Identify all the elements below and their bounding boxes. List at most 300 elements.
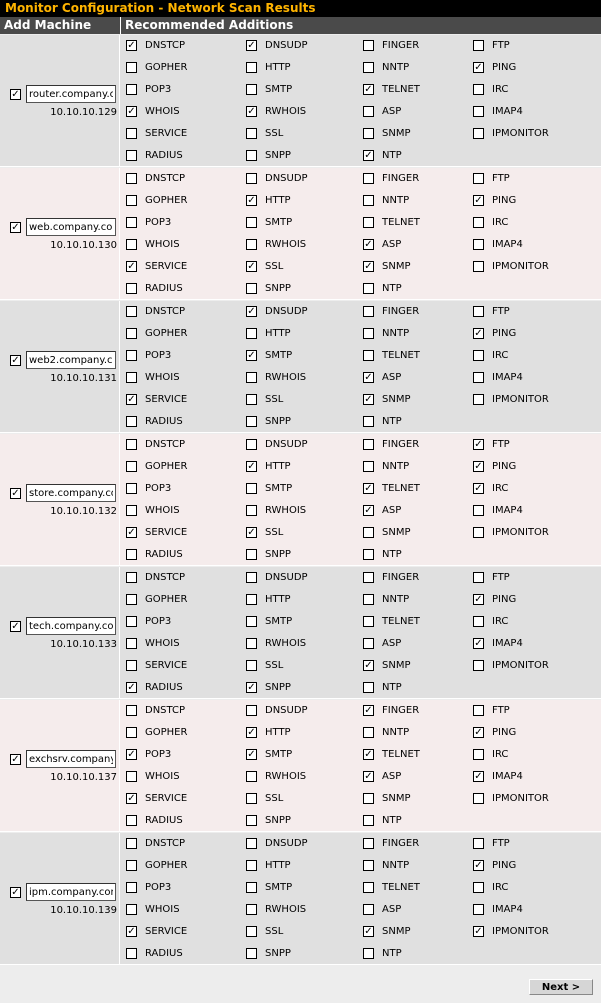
service-label: FINGER — [382, 838, 420, 849]
service-label: HTTP — [265, 195, 291, 206]
service-label: IRC — [492, 749, 509, 760]
machine-row — [0, 833, 601, 965]
machine-cell — [0, 301, 120, 432]
service-checkbox[interactable] — [246, 173, 257, 184]
service-checkbox[interactable] — [126, 217, 137, 228]
service-checkbox[interactable] — [246, 638, 257, 649]
service-label: FTP — [492, 439, 510, 450]
service-label: NNTP — [382, 461, 410, 472]
service-checkbox[interactable] — [363, 771, 374, 782]
service-checkbox[interactable] — [126, 328, 137, 339]
service-checkbox[interactable] — [473, 439, 484, 450]
service-label: RADIUS — [145, 948, 183, 959]
service-label: POP3 — [145, 350, 172, 361]
service-checkbox[interactable] — [126, 239, 137, 250]
service-label: WHOIS — [145, 239, 180, 250]
service-checkbox[interactable] — [246, 594, 257, 605]
machine-row — [0, 301, 601, 433]
service-checkbox[interactable] — [246, 283, 257, 294]
service-checkbox[interactable] — [363, 793, 374, 804]
ip-address: 10.10.10.133 — [50, 639, 117, 650]
service-checkbox[interactable] — [246, 328, 257, 339]
service-checkbox[interactable] — [126, 283, 137, 294]
service-label: FINGER — [382, 572, 420, 583]
service-label: TELNET — [382, 350, 420, 361]
service-checkbox[interactable] — [473, 40, 484, 51]
hostname-input[interactable] — [26, 484, 116, 502]
machine-row — [0, 434, 601, 566]
service-checkbox[interactable] — [246, 261, 257, 272]
hostname-input[interactable] — [26, 883, 116, 901]
service-label: GOPHER — [145, 62, 188, 73]
service-checkbox[interactable] — [126, 483, 137, 494]
service-label: SSL — [265, 128, 284, 139]
service-checkbox[interactable] — [246, 505, 257, 516]
service-checkbox[interactable] — [363, 727, 374, 738]
service-checkbox[interactable] — [126, 372, 137, 383]
service-checkbox[interactable] — [246, 84, 257, 95]
service-checkbox[interactable] — [126, 904, 137, 915]
service-label: WHOIS — [145, 638, 180, 649]
service-label: HTTP — [265, 860, 291, 871]
service-label: DNSUDP — [265, 439, 308, 450]
service-checkbox[interactable] — [473, 749, 484, 760]
hostname-input[interactable] — [26, 218, 116, 236]
service-checkbox[interactable] — [363, 926, 374, 937]
service-label: POP3 — [145, 217, 172, 228]
service-label: IPMONITOR — [492, 128, 549, 139]
service-checkbox[interactable] — [246, 549, 257, 560]
service-checkbox[interactable] — [126, 616, 137, 627]
service-label: FTP — [492, 306, 510, 317]
service-label: IRC — [492, 217, 509, 228]
service-checkbox[interactable] — [363, 638, 374, 649]
service-checkbox[interactable] — [363, 350, 374, 361]
service-checkbox[interactable] — [473, 860, 484, 871]
service-label: IRC — [492, 483, 509, 494]
ip-address: 10.10.10.139 — [50, 905, 117, 916]
service-checkbox[interactable] — [126, 838, 137, 849]
service-label: IPMONITOR — [492, 394, 549, 405]
service-checkbox[interactable] — [126, 350, 137, 361]
service-checkbox[interactable] — [246, 815, 257, 826]
service-checkbox[interactable] — [126, 62, 137, 73]
service-checkbox[interactable] — [246, 416, 257, 427]
service-checkbox[interactable] — [363, 394, 374, 405]
service-label: SNMP — [382, 394, 411, 405]
service-label: HTTP — [265, 461, 291, 472]
service-checkbox[interactable] — [246, 40, 257, 51]
service-checkbox[interactable] — [473, 527, 484, 538]
service-label: ASP — [382, 771, 402, 782]
service-label: SNPP — [265, 416, 291, 427]
service-label: SMTP — [265, 749, 293, 760]
service-checkbox[interactable] — [363, 660, 374, 671]
service-checkbox[interactable] — [246, 483, 257, 494]
service-checkbox[interactable] — [126, 261, 137, 272]
service-label: SNMP — [382, 793, 411, 804]
service-label: NNTP — [382, 727, 410, 738]
service-checkbox[interactable] — [126, 416, 137, 427]
service-checkbox[interactable] — [126, 815, 137, 826]
service-checkbox[interactable] — [473, 926, 484, 937]
hostname-input[interactable] — [26, 617, 116, 635]
add-machine-checkbox[interactable] — [10, 355, 21, 366]
service-checkbox[interactable] — [473, 195, 484, 206]
service-checkbox[interactable] — [473, 173, 484, 184]
service-checkbox[interactable] — [363, 40, 374, 51]
service-checkbox[interactable] — [126, 195, 137, 206]
service-checkbox[interactable] — [126, 84, 137, 95]
service-label: DNSUDP — [265, 572, 308, 583]
service-label: RWHOIS — [265, 505, 307, 516]
service-checkbox[interactable] — [473, 239, 484, 250]
service-checkbox[interactable] — [363, 416, 374, 427]
service-label: FTP — [492, 838, 510, 849]
service-checkbox[interactable] — [473, 394, 484, 405]
service-label: IMAP4 — [492, 505, 523, 516]
service-checkbox[interactable] — [126, 749, 137, 760]
service-label: RWHOIS — [265, 106, 307, 117]
service-checkbox[interactable] — [473, 306, 484, 317]
service-checkbox[interactable] — [126, 660, 137, 671]
service-label: WHOIS — [145, 505, 180, 516]
service-label: SSL — [265, 926, 284, 937]
service-checkbox[interactable] — [126, 461, 137, 472]
service-label: IRC — [492, 882, 509, 893]
service-checkbox[interactable] — [363, 838, 374, 849]
service-checkbox[interactable] — [246, 838, 257, 849]
ip-address: 10.10.10.129 — [50, 107, 117, 118]
service-checkbox[interactable] — [363, 815, 374, 826]
service-label: IMAP4 — [492, 904, 523, 915]
service-checkbox[interactable] — [363, 705, 374, 716]
service-checkbox[interactable] — [363, 572, 374, 583]
service-checkbox[interactable] — [126, 128, 137, 139]
service-label: FINGER — [382, 705, 420, 716]
service-label: IPMONITOR — [492, 261, 549, 272]
service-checkbox[interactable] — [126, 106, 137, 117]
service-checkbox[interactable] — [363, 150, 374, 161]
service-label: ASP — [382, 239, 402, 250]
service-label: HTTP — [265, 328, 291, 339]
service-label: FTP — [492, 705, 510, 716]
service-label: SSL — [265, 793, 284, 804]
service-checkbox[interactable] — [246, 860, 257, 871]
service-checkbox[interactable] — [126, 860, 137, 871]
service-checkbox[interactable] — [126, 771, 137, 782]
service-label: GOPHER — [145, 594, 188, 605]
service-checkbox[interactable] — [363, 749, 374, 760]
service-label: SSL — [265, 660, 284, 671]
service-checkbox[interactable] — [126, 439, 137, 450]
service-checkbox[interactable] — [363, 882, 374, 893]
service-checkbox[interactable] — [126, 882, 137, 893]
next-button[interactable]: Next > — [529, 979, 593, 995]
service-label: NNTP — [382, 195, 410, 206]
service-label: SSL — [265, 394, 284, 405]
service-checkbox[interactable] — [246, 106, 257, 117]
service-label: PING — [492, 860, 517, 871]
service-checkbox[interactable] — [473, 793, 484, 804]
service-checkbox[interactable] — [246, 239, 257, 250]
service-checkbox[interactable] — [363, 682, 374, 693]
add-machine-checkbox[interactable] — [10, 621, 21, 632]
service-checkbox[interactable] — [246, 882, 257, 893]
service-checkbox[interactable] — [126, 682, 137, 693]
service-label: IMAP4 — [492, 106, 523, 117]
service-checkbox[interactable] — [126, 505, 137, 516]
service-label: SNMP — [382, 128, 411, 139]
service-label: ASP — [382, 372, 402, 383]
service-label: RADIUS — [145, 815, 183, 826]
service-checkbox[interactable] — [473, 128, 484, 139]
service-checkbox[interactable] — [126, 173, 137, 184]
service-checkbox[interactable] — [246, 439, 257, 450]
service-checkbox[interactable] — [363, 283, 374, 294]
service-checkbox[interactable] — [363, 62, 374, 73]
service-label: NTP — [382, 682, 402, 693]
service-checkbox[interactable] — [246, 705, 257, 716]
service-checkbox[interactable] — [246, 350, 257, 361]
service-label: WHOIS — [145, 771, 180, 782]
service-checkbox[interactable] — [473, 62, 484, 73]
service-checkbox[interactable] — [363, 173, 374, 184]
service-checkbox[interactable] — [246, 195, 257, 206]
service-checkbox[interactable] — [363, 616, 374, 627]
service-checkbox[interactable] — [363, 860, 374, 871]
service-checkbox[interactable] — [246, 948, 257, 959]
service-checkbox[interactable] — [126, 705, 137, 716]
service-label: ASP — [382, 505, 402, 516]
service-label: WHOIS — [145, 372, 180, 383]
service-label: IPMONITOR — [492, 926, 549, 937]
service-label: ASP — [382, 638, 402, 649]
service-checkbox[interactable] — [363, 217, 374, 228]
service-label: RADIUS — [145, 682, 183, 693]
service-label: IMAP4 — [492, 239, 523, 250]
service-label: PING — [492, 62, 517, 73]
service-label: NNTP — [382, 594, 410, 605]
service-checkbox[interactable] — [246, 749, 257, 760]
service-checkbox[interactable] — [246, 128, 257, 139]
service-checkbox[interactable] — [473, 328, 484, 339]
service-checkbox[interactable] — [473, 660, 484, 671]
service-checkbox[interactable] — [126, 306, 137, 317]
service-label: HTTP — [265, 727, 291, 738]
service-label: FINGER — [382, 173, 420, 184]
service-label: PING — [492, 195, 517, 206]
service-checkbox[interactable] — [246, 616, 257, 627]
service-label: DNSTCP — [145, 439, 186, 450]
service-label: FTP — [492, 173, 510, 184]
service-label: PING — [492, 594, 517, 605]
service-checkbox[interactable] — [363, 948, 374, 959]
service-label: HTTP — [265, 62, 291, 73]
service-label: POP3 — [145, 749, 172, 760]
service-checkbox[interactable] — [363, 106, 374, 117]
service-checkbox[interactable] — [126, 727, 137, 738]
service-checkbox[interactable] — [126, 549, 137, 560]
service-label: IRC — [492, 84, 509, 95]
service-checkbox[interactable] — [363, 372, 374, 383]
machine-cell — [0, 168, 120, 299]
service-label: DNSUDP — [265, 838, 308, 849]
service-label: FINGER — [382, 40, 420, 51]
service-label: IPMONITOR — [492, 527, 549, 538]
service-checkbox[interactable] — [126, 594, 137, 605]
service-label: SNMP — [382, 660, 411, 671]
service-label: SERVICE — [145, 394, 188, 405]
service-checkbox[interactable] — [363, 306, 374, 317]
service-checkbox[interactable] — [473, 705, 484, 716]
service-checkbox[interactable] — [246, 660, 257, 671]
service-checkbox[interactable] — [126, 394, 137, 405]
service-label: SNPP — [265, 682, 291, 693]
service-label: RADIUS — [145, 416, 183, 427]
service-label: SNPP — [265, 283, 291, 294]
service-checkbox[interactable] — [246, 727, 257, 738]
service-checkbox[interactable] — [473, 483, 484, 494]
service-checkbox[interactable] — [246, 793, 257, 804]
service-checkbox[interactable] — [363, 594, 374, 605]
service-checkbox[interactable] — [473, 904, 484, 915]
service-checkbox[interactable] — [363, 549, 374, 560]
service-checkbox[interactable] — [246, 150, 257, 161]
hostname-input[interactable] — [26, 750, 116, 768]
service-checkbox[interactable] — [473, 616, 484, 627]
service-checkbox[interactable] — [363, 527, 374, 538]
service-checkbox[interactable] — [363, 328, 374, 339]
service-label: NNTP — [382, 62, 410, 73]
service-checkbox[interactable] — [363, 84, 374, 95]
hostname-input[interactable] — [26, 85, 116, 103]
service-checkbox[interactable] — [126, 638, 137, 649]
service-checkbox[interactable] — [473, 261, 484, 272]
service-checkbox[interactable] — [473, 350, 484, 361]
service-checkbox[interactable] — [363, 195, 374, 206]
add-machine-checkbox[interactable] — [10, 488, 21, 499]
service-checkbox[interactable] — [473, 882, 484, 893]
service-checkbox[interactable] — [473, 372, 484, 383]
service-label: SNPP — [265, 150, 291, 161]
service-checkbox[interactable] — [363, 461, 374, 472]
service-checkbox[interactable] — [363, 128, 374, 139]
service-label: IRC — [492, 616, 509, 627]
service-label: NTP — [382, 948, 402, 959]
service-checkbox[interactable] — [473, 84, 484, 95]
service-checkbox[interactable] — [246, 926, 257, 937]
service-label: PING — [492, 727, 517, 738]
service-label: DNSUDP — [265, 40, 308, 51]
service-label: TELNET — [382, 84, 420, 95]
service-checkbox[interactable] — [246, 217, 257, 228]
service-checkbox[interactable] — [363, 505, 374, 516]
service-label: IPMONITOR — [492, 793, 549, 804]
ip-address: 10.10.10.130 — [50, 240, 117, 251]
service-label: SERVICE — [145, 527, 188, 538]
service-checkbox[interactable] — [246, 306, 257, 317]
service-label: POP3 — [145, 84, 172, 95]
service-checkbox[interactable] — [246, 771, 257, 782]
service-checkbox[interactable] — [473, 594, 484, 605]
service-label: TELNET — [382, 217, 420, 228]
service-checkbox[interactable] — [363, 483, 374, 494]
service-checkbox[interactable] — [126, 527, 137, 538]
service-label: DNSTCP — [145, 40, 186, 51]
service-label: IMAP4 — [492, 771, 523, 782]
service-checkbox[interactable] — [246, 682, 257, 693]
ip-address: 10.10.10.131 — [50, 373, 117, 384]
service-checkbox[interactable] — [473, 638, 484, 649]
service-checkbox[interactable] — [363, 239, 374, 250]
service-label: DNSTCP — [145, 838, 186, 849]
service-checkbox[interactable] — [473, 217, 484, 228]
add-machine-checkbox[interactable] — [10, 754, 21, 765]
service-label: SMTP — [265, 217, 293, 228]
service-label: RWHOIS — [265, 239, 307, 250]
service-checkbox[interactable] — [473, 505, 484, 516]
service-checkbox[interactable] — [363, 261, 374, 272]
service-label: SNPP — [265, 549, 291, 560]
service-checkbox[interactable] — [246, 461, 257, 472]
service-checkbox[interactable] — [246, 372, 257, 383]
service-checkbox[interactable] — [473, 461, 484, 472]
service-checkbox[interactable] — [246, 904, 257, 915]
service-label: SNMP — [382, 527, 411, 538]
service-label: FTP — [492, 572, 510, 583]
service-checkbox[interactable] — [246, 527, 257, 538]
service-label: RWHOIS — [265, 638, 307, 649]
add-machine-checkbox[interactable] — [10, 222, 21, 233]
service-checkbox[interactable] — [126, 572, 137, 583]
service-checkbox[interactable] — [473, 727, 484, 738]
service-label: PING — [492, 328, 517, 339]
service-checkbox[interactable] — [363, 439, 374, 450]
service-checkbox[interactable] — [473, 771, 484, 782]
machine-row — [0, 700, 601, 832]
service-label: GOPHER — [145, 328, 188, 339]
service-checkbox[interactable] — [126, 948, 137, 959]
header-divider — [120, 17, 121, 34]
machine-cell — [0, 35, 120, 166]
service-label: RWHOIS — [265, 771, 307, 782]
service-checkbox[interactable] — [246, 572, 257, 583]
ip-address: 10.10.10.132 — [50, 506, 117, 517]
hostname-input[interactable] — [26, 351, 116, 369]
service-checkbox[interactable] — [473, 572, 484, 583]
add-machine-checkbox[interactable] — [10, 887, 21, 898]
service-checkbox[interactable] — [126, 40, 137, 51]
service-label: TELNET — [382, 882, 420, 893]
service-checkbox[interactable] — [246, 62, 257, 73]
service-checkbox[interactable] — [126, 150, 137, 161]
service-label: NTP — [382, 549, 402, 560]
service-label: SERVICE — [145, 660, 188, 671]
service-label: NTP — [382, 815, 402, 826]
machine-cell — [0, 567, 120, 698]
service-checkbox[interactable] — [473, 838, 484, 849]
service-label: POP3 — [145, 616, 172, 627]
add-machine-checkbox[interactable] — [10, 89, 21, 100]
service-checkbox[interactable] — [473, 106, 484, 117]
service-checkbox[interactable] — [246, 394, 257, 405]
service-checkbox[interactable] — [363, 904, 374, 915]
service-checkbox[interactable] — [126, 926, 137, 937]
service-label: RWHOIS — [265, 904, 307, 915]
service-label: TELNET — [382, 749, 420, 760]
service-checkbox[interactable] — [126, 793, 137, 804]
